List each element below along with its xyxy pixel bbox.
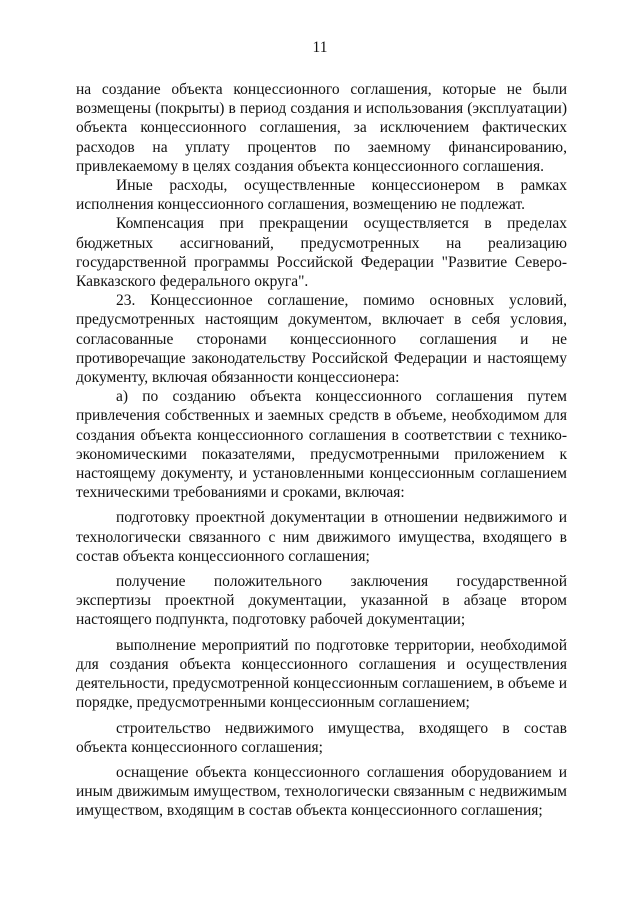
paragraph-equipment: оснащение объекта концессионного соглашения оборудованием и иным движимым имуществом, технологически связанным с недвижимым имуществом, входящим в состав объекта концессионного соглашения;: [76, 763, 567, 820]
page-number: 11: [312, 39, 328, 56]
paragraph-project-documentation: подготовку проектной документации в отношении недвижимого и технологически связанного с ним движимого имущества, входящего в состав объекта концессионного соглашения;: [76, 509, 567, 565]
document-body: [76, 80, 567, 821]
paragraph-subclause-a: а) по созданию объекта концессионного соглашения путем привлечения собственных и заемных средств в объеме, необходимом для создания объекта концессионного соглашения в соответствии с технико-экономическими показателями, предусмотренными приложением к настоящему документу, и установленными концессионным соглашением техническими требованиями и сроками, включая:: [76, 388, 567, 502]
paragraph-clause-23: 23. Концессионное соглашение, помимо основных условий, предусмотренных настоящим документом, включает в себя условия, согласованные сторонами концессионного соглашения и не противоречащие законодательству Российской Федерации и настоящему документу, включая обязанности концессионера:: [76, 292, 567, 387]
paragraph-continuation: на создание объекта концессионного соглашения, которые не были возмещены (покрыты) в период создания и использования (эксплуатации) объекта концессионного соглашения, за исключением фактических расходов на уплату процентов по заемному финансированию, привлекаемому в целях создания объекта концессионного соглашения.: [76, 81, 567, 175]
paragraph-territory: выполнение мероприятий по подготовке территории, необходимой для создания объекта концессионного соглашения и осуществления деятельности, предусмотренной концессионным соглашением, в объеме и порядке, предусмотренными концессионным соглашением;: [76, 636, 567, 712]
paragraph-construction: строительство недвижимого имущества, входящего в состав объекта концессионного соглашения;: [76, 719, 567, 756]
paragraph-other-expenses: Иные расходы, осуществленные концессионером в рамках исполнения концессионного соглашения, возмещению не подлежат.: [76, 177, 567, 214]
paragraph-compensation: Компенсация при прекращении осуществляется в пределах бюджетных ассигнований, предусмотренных на реализацию государственной программы Российской Федерации "Развитие Северо-Кавказского федерального округа".: [76, 215, 567, 291]
paragraph-expertise: получение положительного заключения государственной экспертизы проектной документации, указанной в абзаце втором настоящего подпункта, подготовку рабочей документации;: [76, 573, 567, 629]
